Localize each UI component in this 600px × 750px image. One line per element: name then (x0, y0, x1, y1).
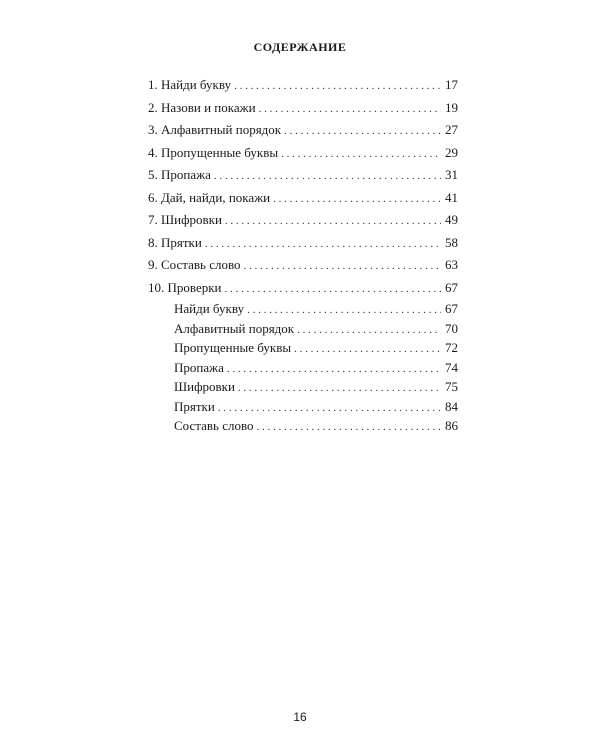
toc-subentry-page: 86 (445, 418, 458, 433)
dot-leader (225, 278, 442, 301)
toc-subentry-page: 84 (445, 398, 458, 414)
toc-entry-page: 31 (445, 167, 458, 182)
toc-entry-page: 58 (445, 234, 458, 250)
dot-leader (214, 165, 441, 188)
toc-entry (148, 74, 458, 97)
toc-entry-page: 49 (445, 212, 458, 227)
toc-subentry (148, 319, 458, 339)
toc-entry (148, 209, 458, 232)
toc-subentry-page: 74 (445, 359, 458, 375)
dot-leader (297, 321, 441, 341)
dot-leader (225, 210, 441, 233)
toc-entry-label: 6. Дай, найди, покажи (148, 189, 271, 205)
toc-subentry-label: Пропажа (174, 359, 224, 375)
toc-subentry-label: Найди букву (174, 301, 245, 316)
toc-subentry-page: 67 (445, 301, 458, 316)
toc-entry-page: 29 (445, 144, 458, 160)
dot-leader (281, 143, 441, 166)
toc-subentry-label: Пропущенные буквы (174, 340, 292, 355)
toc-entry (148, 187, 458, 210)
toc-subentry-page: 75 (445, 379, 458, 394)
toc-entry-label: 10. Проверки (148, 279, 222, 295)
toc-entry-page: 41 (445, 189, 458, 205)
table-of-contents (148, 74, 458, 436)
toc-subentry-label: Прятки (174, 398, 215, 414)
toc-entry-page: 17 (445, 77, 458, 92)
toc-entry-label: 7. Шифровки (148, 212, 222, 227)
dot-leader (259, 98, 441, 121)
toc-entry-label: 9. Составь слово (148, 257, 241, 272)
toc-subentry-page: 70 (445, 320, 458, 336)
toc-entry-label: 5. Пропажа (148, 167, 211, 182)
toc-subentry (148, 338, 458, 358)
page-number: 16 (293, 710, 307, 724)
toc-entry (148, 142, 458, 165)
toc-subentry (148, 416, 458, 436)
dot-leader (244, 255, 442, 278)
toc-subentry (148, 397, 458, 417)
toc-subentry-label: Алфавитный порядок (174, 320, 295, 336)
toc-entry-label: 3. Алфавитный порядок (148, 122, 282, 137)
toc-entry (148, 277, 458, 300)
toc-entry-page: 19 (445, 99, 458, 115)
toc-subentry (148, 358, 458, 378)
toc-entry (148, 232, 458, 255)
toc-entry (148, 164, 458, 187)
toc-subentry-page: 72 (445, 340, 458, 355)
dot-leader (294, 340, 441, 360)
toc-entry-label: 2. Назови и покажи (148, 99, 256, 115)
toc-entry (148, 254, 458, 277)
dot-leader (284, 120, 441, 143)
dot-leader (238, 379, 441, 399)
dot-leader (273, 188, 441, 211)
toc-entry-page: 67 (445, 279, 458, 295)
toc-entry (148, 119, 458, 142)
toc-subentry (148, 299, 458, 319)
toc-entry-label: 8. Прятки (148, 234, 202, 250)
dot-leader (234, 75, 441, 98)
toc-entry-page: 27 (445, 122, 458, 137)
dot-leader (257, 418, 442, 438)
dot-leader (205, 233, 441, 256)
toc-entry (148, 97, 458, 120)
toc-subentry-label: Составь слово (174, 418, 254, 433)
toc-entry-label: 1. Найди букву (148, 77, 232, 92)
toc-subentry-label: Шифровки (174, 379, 235, 394)
page-title: СОДЕРЖАНИЕ (253, 40, 347, 54)
toc-subentry (148, 377, 458, 397)
dot-leader (227, 360, 441, 380)
toc-entry-label: 4. Пропущенные буквы (148, 144, 279, 160)
toc-entry-page: 63 (445, 257, 458, 272)
